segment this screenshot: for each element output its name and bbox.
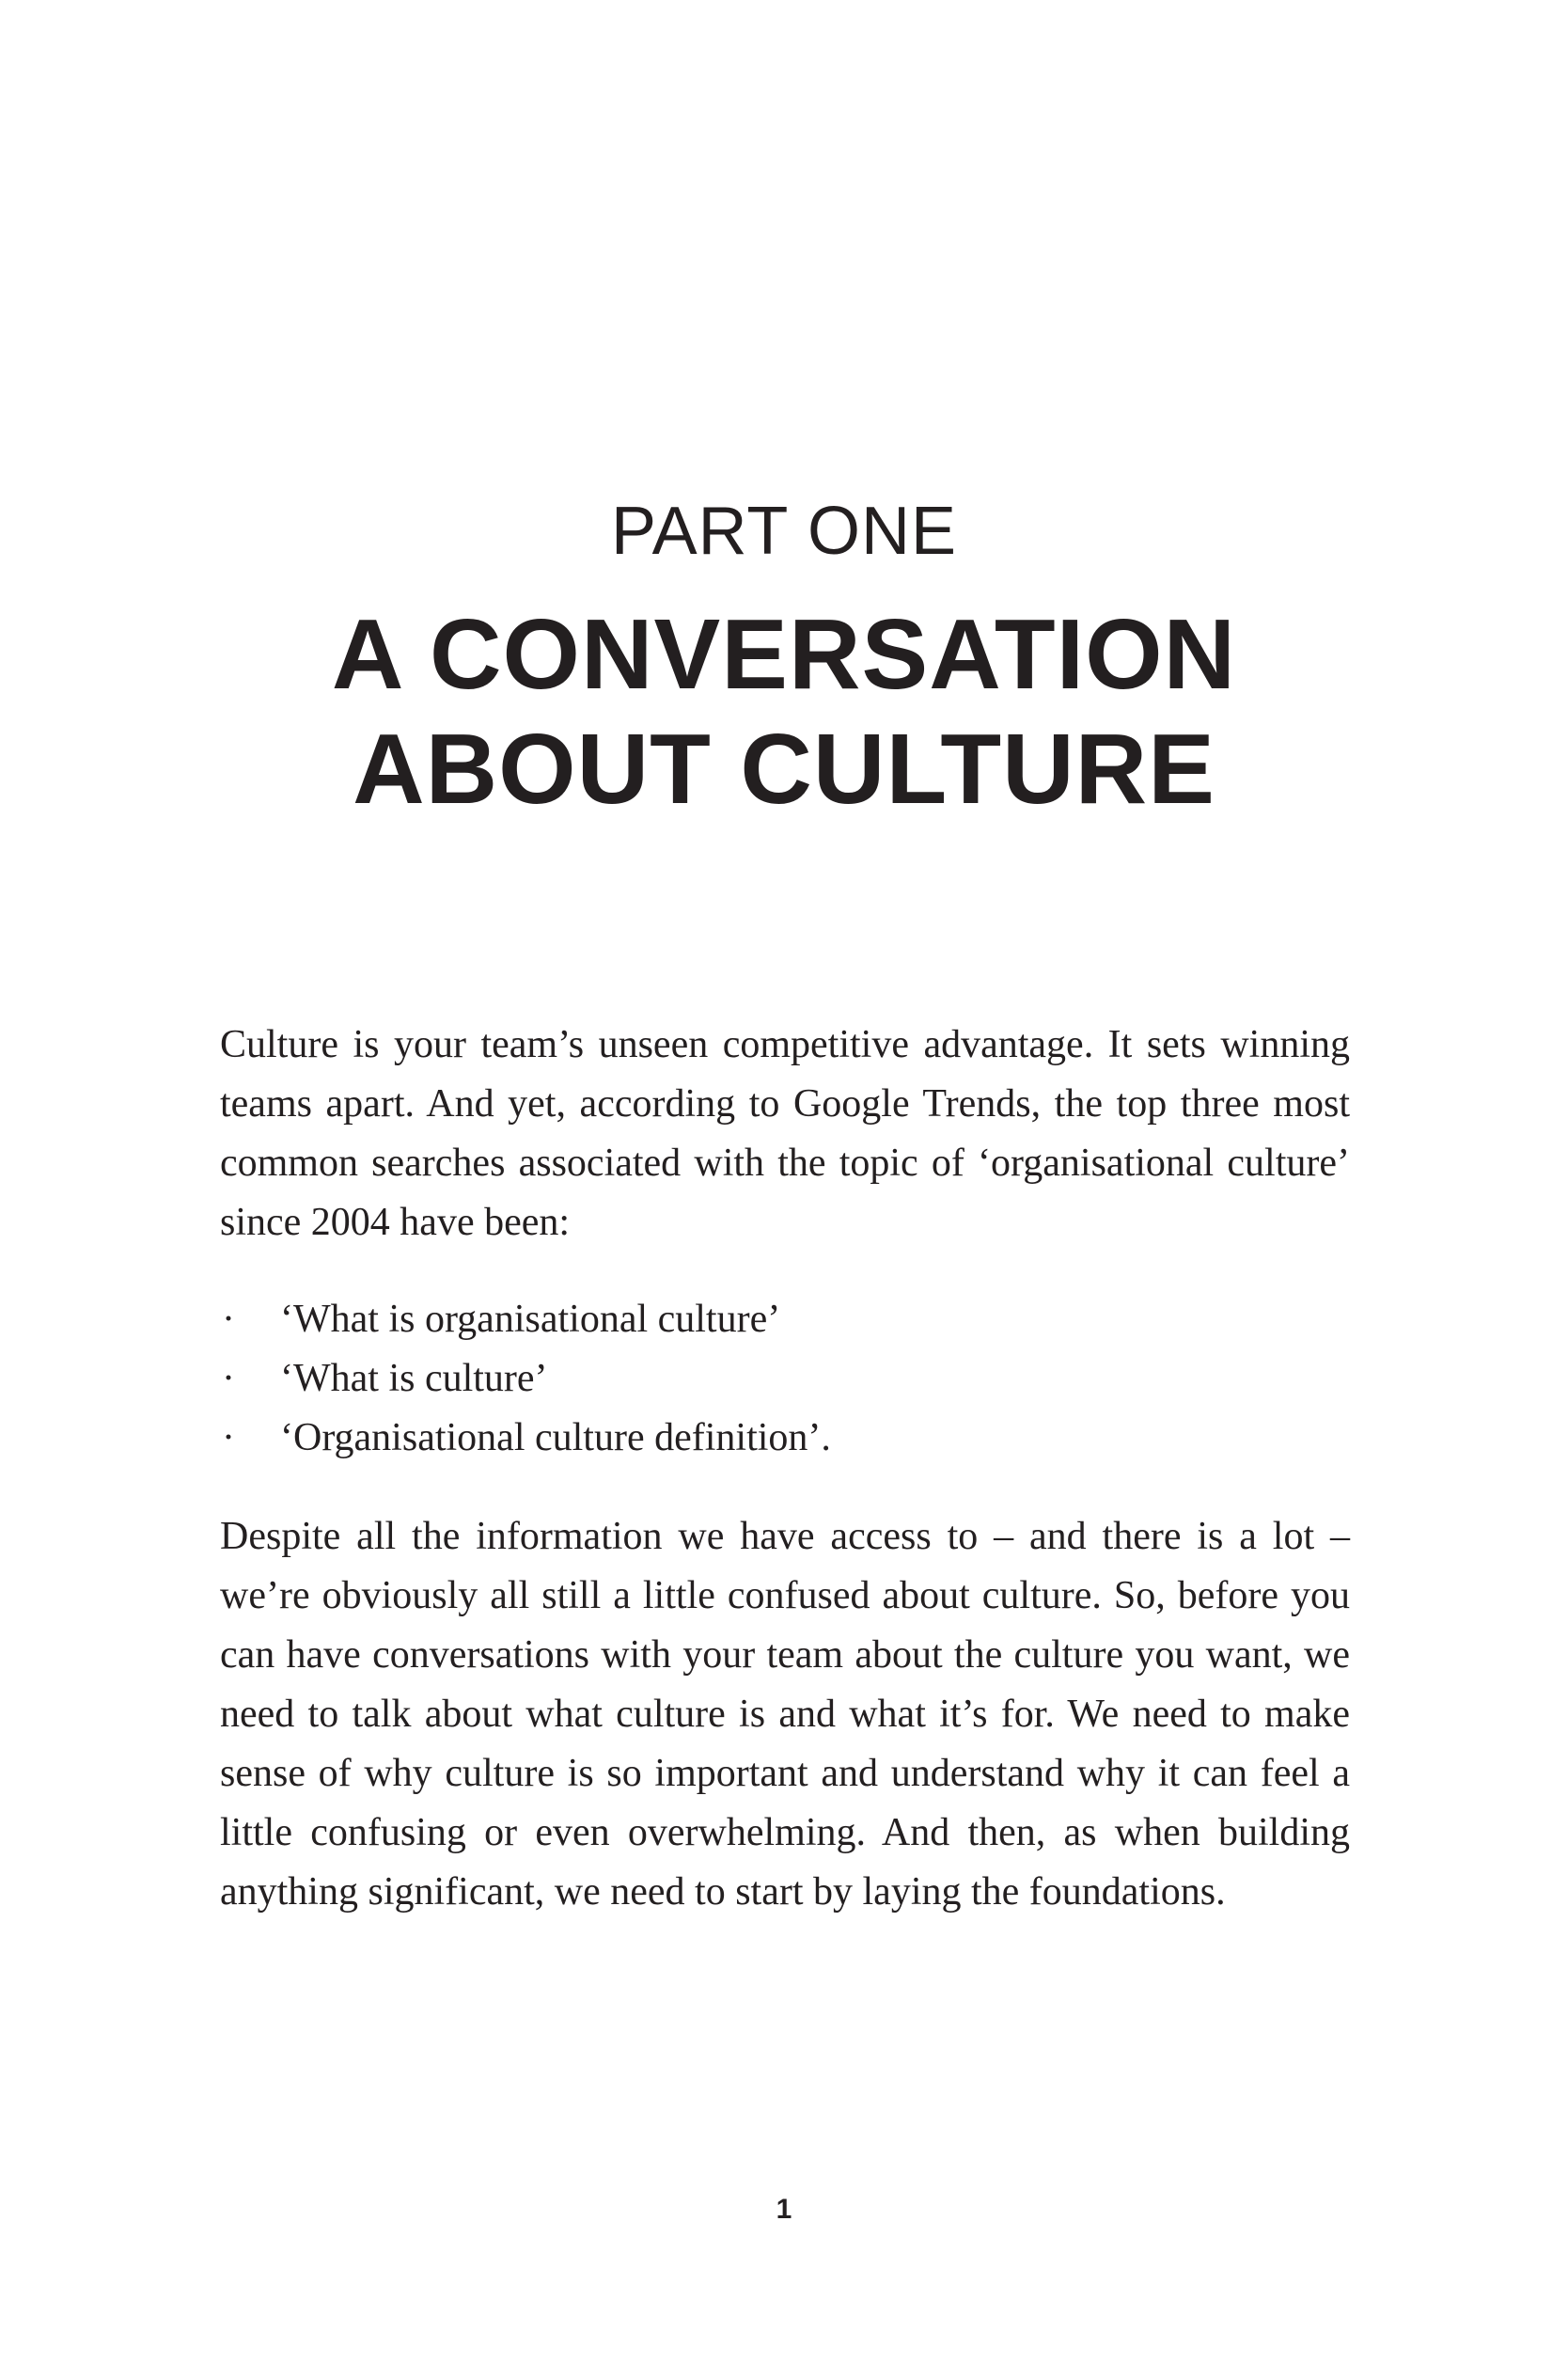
list-item-text: ‘What is organisational culture’ xyxy=(280,1298,781,1341)
list-item-text: ‘What is culture’ xyxy=(280,1357,548,1400)
closing-paragraph: Despite all the information we have access to – and there is a lot – we’re obviously all still a little confused about culture. So, before you can have conversations with your team about the culture you want, we need to talk about what culture is and what it’s for. We need to make sense of why culture is so important and understand why it can feel a little confusing or even overwhelming. And then, as when building anything significant, we need to start by laying the foundations. xyxy=(220,1515,1350,1914)
body-text xyxy=(220,1016,1350,1922)
bullet-dot-icon: · xyxy=(222,1298,235,1341)
search-terms-list xyxy=(220,1290,1350,1468)
bullet-dot-icon: · xyxy=(222,1357,235,1400)
part-title-line-2: ABOUT CULTURE xyxy=(353,714,1215,825)
page-number: 1 xyxy=(776,2194,792,2225)
list-item xyxy=(220,1290,1350,1349)
part-label: PART ONE xyxy=(610,494,958,569)
bullet-dot-icon: · xyxy=(222,1416,235,1459)
list-item xyxy=(220,1409,1350,1468)
part-title xyxy=(0,597,1568,827)
list-item-text: ‘Organisational culture definition’. xyxy=(280,1416,831,1459)
part-title-line-1: A CONVERSATION xyxy=(331,599,1237,710)
list-item xyxy=(220,1349,1350,1409)
intro-paragraph: Culture is your team’s unseen competitive advantage. It sets winning teams apart. And yet, according to Google Trends, the top three most common searches associated with the topic of ‘organisational culture’ since 2004 have been: xyxy=(220,1023,1350,1244)
